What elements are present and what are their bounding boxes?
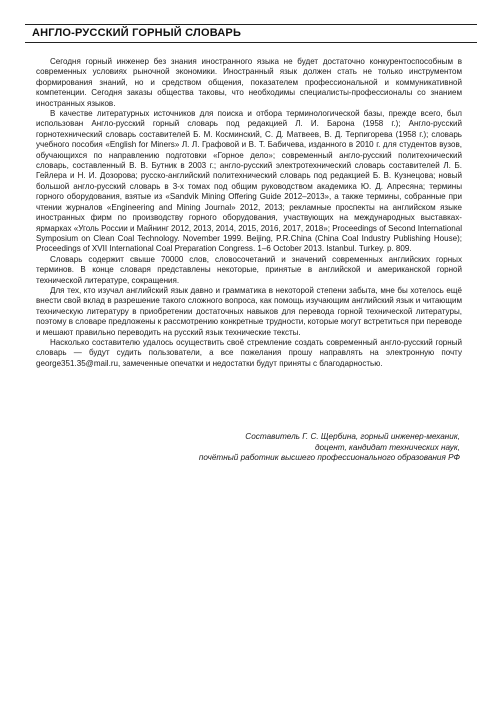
body-text — [36, 57, 462, 369]
running-header — [25, 24, 477, 43]
header-title: АНГЛО-РУССКИЙ ГОРНЫЙ СЛОВАРЬ — [32, 27, 242, 39]
signature-line: почётный работник высшего профессионального образования РФ — [198, 453, 460, 463]
paragraph-intro: Сегодня горный инженер без знания иностранного языка не будет достаточно конкурентоспособным в современных условиях рыночной экономики. Иностранный язык должен стать не только инструментом формирования знаний, но и средством общения, показателем профессиональной и коммуникативной компетенции. Сегодня заказы общества таковы, что необходимы специалисты-профессионалы со знанием иностранных языков. — [36, 57, 462, 108]
paragraph-feedback: Насколько составителю удалось осуществить своё стремление создать современный англо-русский горный словарь — будут судить пользователи, а все пожелания прошу направлять на электронную почту george351.35@mail.ru, замеченные опечатки и недостатки будут приняты с благодарностью. — [36, 337, 462, 368]
signature-line: доцент, кандидат технических наук, — [314, 442, 460, 452]
author-signature — [160, 432, 460, 464]
paragraph-contents: Словарь содержит свыше 70000 слов, словосочетаний и значений современных английских горных терминов. В конце словаря представлены некоторые, принятые в английской и американской горной технической литературе, сокращения. — [36, 254, 462, 285]
paragraph-sources: В качестве литературных источников для поиска и отбора терминологической базы, прежде всего, был использован Англо-русский горный словарь под редакцией Л. И. Барона (1958 г.); Англо-русский горнотехнический словарь составителей Б. М. Косминский, С. Д. Матвеев, В. Д. Терпигорева (1958 г.); словарь учебного пособия «English for Miners» Л. Л. Графовой и В. Т. Бабичева, изданного в 2010 г. для студентов вузов, обучающихся по направлению подготовки «Горное дело»; современный англо-русский политехнический словарь, составленный В. В. Бутник в 2003 г.; англо-русский электротехнический словарь составителей Л. Б. Гейлера и Н. И. Дозорова; русско-английский политехнический словарь под редакцией Б. В. Кузнецова; новый большой англо-русский словарь в 3-х томах под общим руководством академика Ю. Д. Апресяна; термины горного оборудования, взятые из «Sandvik Mining Offering Guide 2012–2013», а также термины, собранные при чтении журналов «Engineering and Mining Journal» 2012, 2013; рекламные проспекты на английском языке иностранных фирм по производству горного оборудования, участвующих на международных выставках-ярмарках «Уголь России и Майнинг 2012, 2013, 2014, 2015, 2016, 2017, 2018»; Proceedings of Second International Symposium on Clean Coal Technology. November 1999. Beijing, P.R.China (China Coal Industry Publishing House); Proceedings of XVII International Coal Preparation Congress. 1–6 October 2013. Istanbul. Turkey. p. 809. — [36, 109, 462, 254]
paragraph-grammar: Для тех, кто изучал английский язык давно и грамматика в некоторой степени забыта, мне бы хотелось ещё внести свой вклад в разрешение такого сложного вопроса, как помощь изучающим английский язык и читающим техническую литературу в приобретении достаточных навыков для перевода горной технической литературы, поэтому в словаре предложены к рассмотрению конкретные трудности, которые могут встретиться при переводе и мешают правильно переводить на русский язык технические тексты. — [36, 285, 462, 337]
signature-line: Составитель Г. С. Щербина, горный инженер-механик, — [245, 432, 460, 441]
